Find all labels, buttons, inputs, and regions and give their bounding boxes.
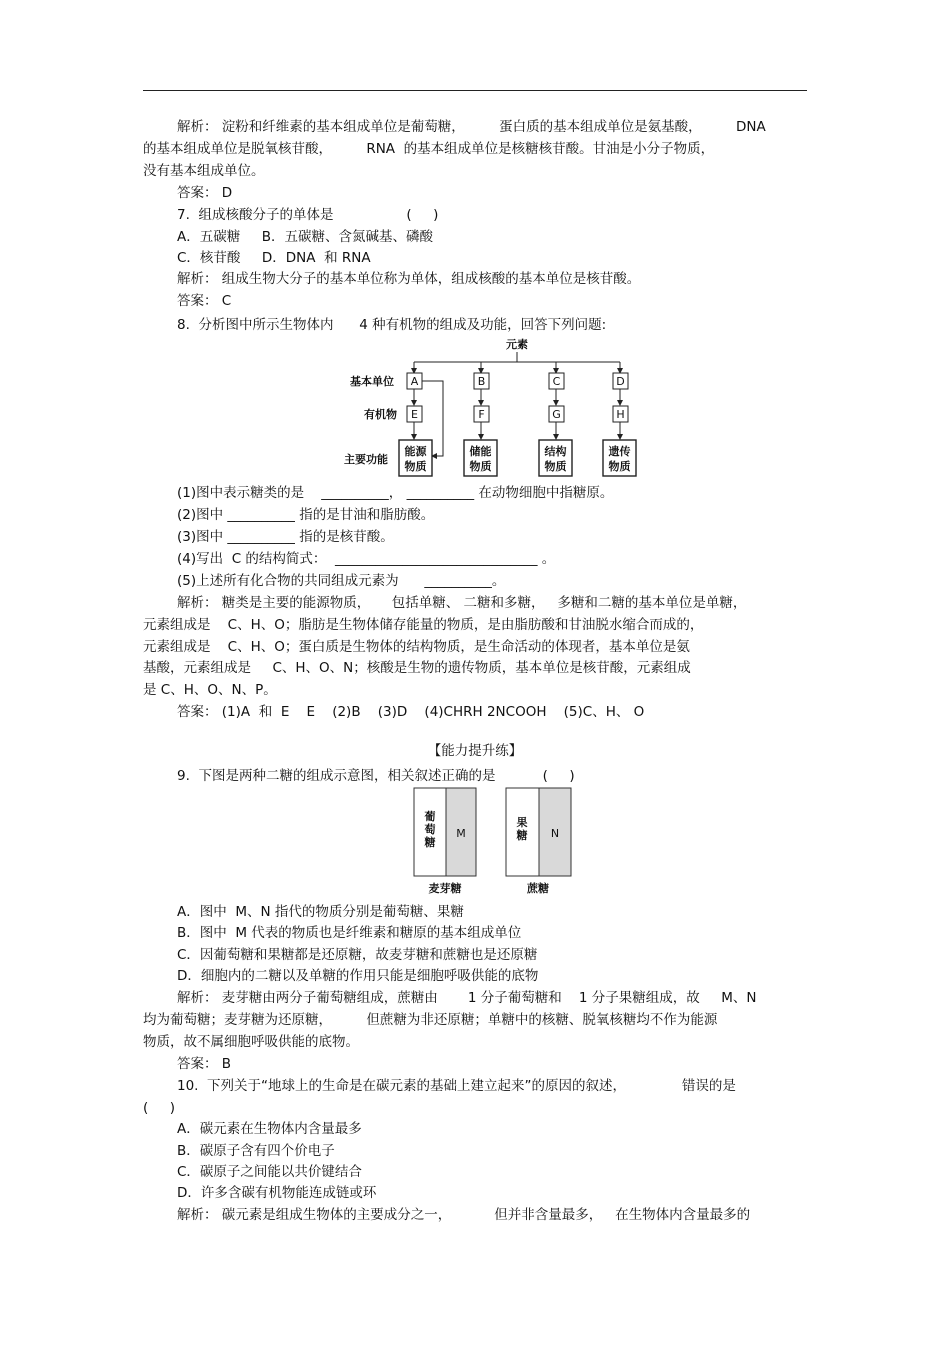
question-8: 8. 分析图中所示生物体内 4 种有机物的组成及功能，回答下列问题:: [177, 317, 607, 333]
header-rule: [143, 90, 807, 91]
text-line: 答案： D: [177, 185, 233, 201]
text-line: 解析： 组成生物大分子的基本单位称为单体，组成核酸的基本单位是核苷酸。: [177, 271, 641, 287]
sub-question: (5)上述所有化合物的共同组成元素为 __________。: [177, 573, 506, 589]
sub-question: (2)图中 __________ 指的是甘油和脂肪酸。: [177, 507, 435, 523]
question-7: 7. 组成核酸分子的单体是 ( ): [177, 207, 439, 223]
organic-h: H: [616, 408, 625, 421]
option-line: A．五碳糖 B．五碳糖、含氮碱基、磷酸: [177, 229, 433, 245]
text-line: 是 C、H、O、N、P。: [143, 682, 277, 698]
row-label-unit: 基本单位: [350, 375, 394, 388]
organic-f: F: [478, 408, 485, 421]
elements-label: 元素: [506, 338, 528, 351]
row-label-function: 主要功能: [344, 453, 388, 466]
text-line: 均为葡萄糖；麦芽糖为还原糖， 但蔗糖为非还原糖；单糖中的核糖、脱氧核糖均不作为能源: [143, 1012, 718, 1028]
option-line: C．核苷酸 D．DNA 和 RNA: [177, 250, 371, 266]
connector-lines: [414, 362, 620, 456]
option-line: A．图中 M、N 指代的物质分别是葡萄糖、果糖: [177, 904, 464, 920]
sucrose-figure: [506, 788, 571, 895]
text-line: 没有基本组成单位。: [143, 163, 265, 179]
function-energy-l1: 能源: [404, 445, 427, 458]
option-line: C．碳原子之间能以共价键结合: [177, 1164, 362, 1180]
organic-row: [407, 406, 628, 422]
text-line: 基酸，元素组成是 C、H、O、N；核酸是生物的遗传物质，基本单位是核苷酸，元素组成: [143, 660, 691, 676]
option-line: B．图中 M 代表的物质也是纤维素和糖原的基本组成单位: [177, 925, 522, 941]
organic-e: E: [411, 408, 418, 421]
unit-b: B: [477, 375, 486, 388]
maltose-left-char: 葡: [424, 810, 436, 823]
sub-question: (1)图中表示糖类的是 __________， __________ 在动物细胞中指糖原。: [177, 485, 614, 501]
sub-question: (3)图中 __________ 指的是核苷酸。: [177, 529, 394, 545]
unit-a: A: [410, 375, 419, 388]
text-line: 答案： C: [177, 293, 232, 309]
organic-compounds-diagram: [340, 336, 650, 480]
option-line: C．因葡萄糖和果糖都是还原糖，故麦芽糖和蔗糖也是还原糖: [177, 947, 538, 963]
answer-8: 答案： (1)A 和 E E (2)B (3)D (4)CHRH 2NCOOH (5)C、H、 O: [177, 704, 645, 720]
unit-d: D: [616, 375, 625, 388]
sucrose-left-char: 果: [516, 816, 528, 829]
text-line: 元素组成是 C、H、O；蛋白质是生物体的结构物质，是生命活动的体现者，基本单位是氨: [143, 639, 690, 655]
maltose-left-char: 萄: [424, 823, 436, 836]
function-row: [399, 440, 636, 476]
question-10: 10. 下列关于“地球上的生命是在碳元素的基础上建立起来”的原因的叙述， 错误的是: [177, 1078, 736, 1094]
row-label-organic: 有机物: [364, 408, 397, 421]
maltose-m-label: M: [456, 827, 466, 840]
function-storage-l1: 储能: [469, 445, 492, 458]
text-line: 解析： 碳元素是组成生物体的主要成分之一， 但并非含量最多， 在生物体内含量最多的: [177, 1207, 751, 1223]
function-structure-l1: 结构: [544, 445, 567, 458]
sucrose-caption: 蔗糖: [527, 882, 549, 895]
option-line: A．碳元素在生物体内含量最多: [177, 1121, 362, 1137]
maltose-left-char: 糖: [424, 836, 436, 849]
text-line: 解析： 糖类是主要的能源物质， 包括单糖、 二糖和多糖， 多糖和二糖的基本单位是单糖，: [177, 595, 747, 611]
section-heading: 【能力提升练】: [427, 743, 523, 759]
text-line: 答案： B: [177, 1056, 232, 1072]
text-line: 解析： 淀粉和纤维素的基本组成单位是葡萄糖， 蛋白质的基本组成单位是氨基酸， DNA: [177, 119, 766, 135]
option-line: D．许多含碳有机物能连成链或环: [177, 1185, 377, 1201]
option-line: B．碳原子含有四个价电子: [177, 1143, 335, 1159]
maltose-caption: 麦芽糖: [428, 882, 462, 895]
unit-c: C: [552, 375, 561, 388]
text-line: 元素组成是 C、H、O；脂肪是生物体储存能量的物质，是由脂肪酸和甘油脱水缩合而成的，: [143, 617, 704, 633]
text-line: ( ): [143, 1100, 175, 1116]
organic-g: G: [552, 408, 561, 421]
disaccharide-diagram: [410, 786, 580, 898]
function-genetic-l2: 物质: [608, 460, 631, 473]
question-9: 9. 下图是两种二糖的组成示意图，相关叙述正确的是 ( ): [177, 768, 575, 784]
function-structure-l2: 物质: [544, 460, 567, 473]
text-line: 的基本组成单位是脱氧核苷酸， RNA 的基本组成单位是核糖核苷酸。甘油是小分子物质，: [143, 141, 715, 157]
sucrose-left-char: 糖: [516, 829, 528, 842]
function-storage-l2: 物质: [469, 460, 492, 473]
sub-question: (4)写出 C 的结构简式： ______________________________ 。: [177, 551, 556, 567]
sucrose-n-label: N: [550, 827, 560, 840]
text-line: 物质，故不属细胞呼吸供能的底物。: [143, 1034, 359, 1050]
function-genetic-l1: 遗传: [608, 445, 631, 458]
maltose-figure: [414, 788, 476, 895]
function-energy-l2: 物质: [404, 460, 427, 473]
option-line: D．细胞内的二糖以及单糖的作用只能是细胞呼吸供能的底物: [177, 968, 539, 984]
text-line: 解析： 麦芽糖由两分子葡萄糖组成，蔗糖由 1 分子葡萄糖和 1 分子果糖组成，故 M、N: [177, 990, 757, 1006]
